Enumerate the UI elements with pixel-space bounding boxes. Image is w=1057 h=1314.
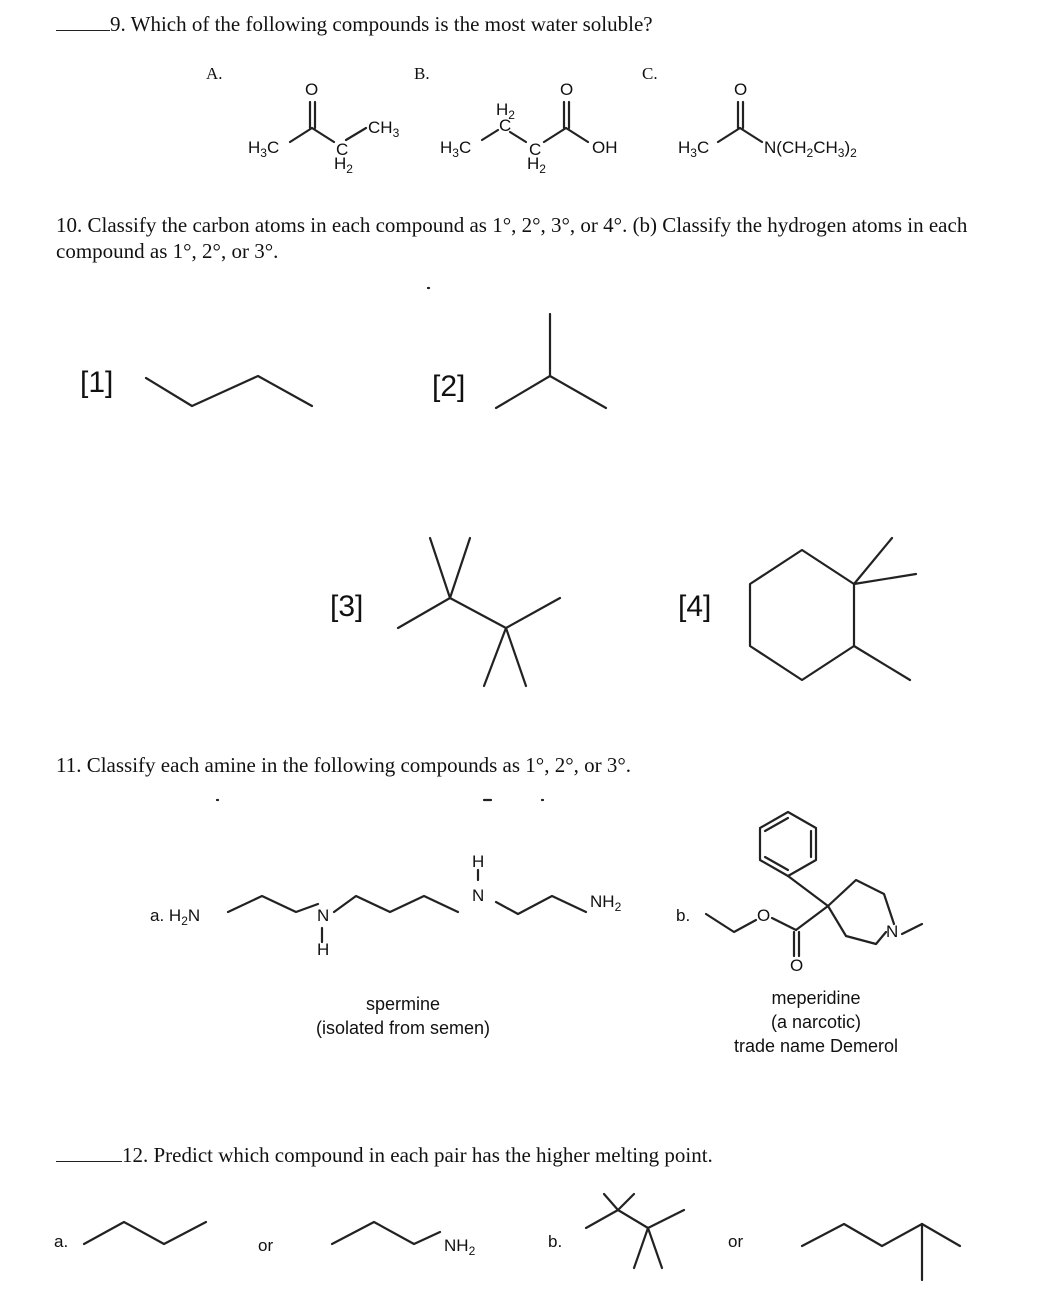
- mol-b-c: C: [529, 140, 542, 159]
- meperidine-caption-trade: trade name Demerol: [733, 1036, 899, 1056]
- mol-c-h3c: $H_3C$: [678, 138, 710, 160]
- mol-b-h2: $H_2$: [527, 154, 546, 176]
- question-9-text: 9. Which of the following compounds is the most water soluble?: [110, 12, 653, 36]
- compound-1-label: [1]: [80, 366, 114, 399]
- option-b-label: B.: [414, 64, 430, 83]
- meperidine-n: N: [886, 922, 899, 941]
- q12-a-label: a.: [54, 1232, 69, 1251]
- spermine-h1: H: [317, 940, 330, 959]
- spermine-caption-note: (isolated from semen): [315, 1018, 491, 1038]
- compound-3-label: [3]: [330, 590, 364, 623]
- compound-2-label: [2]: [432, 370, 466, 403]
- spermine-caption-name: spermine: [365, 994, 441, 1014]
- spermine-a-label: a. $H_2N$: [150, 906, 201, 928]
- q12-or-2: or: [728, 1232, 744, 1251]
- mol-a-h3c: $H_3C$: [248, 138, 280, 160]
- meperidine-caption-class: (a narcotic): [770, 1012, 862, 1032]
- mol-b-oh: OH: [592, 138, 618, 157]
- meperidine-o-ester: O: [757, 906, 771, 925]
- spermine-n1: N: [317, 906, 330, 925]
- mol-a-ch3: $CH_3$: [368, 118, 400, 140]
- option-a-label: A.: [206, 64, 223, 83]
- meperidine-caption-name: meperidine: [771, 988, 861, 1008]
- spermine-n2: N: [472, 886, 485, 905]
- q12-nh2: $NH_2$: [444, 1236, 476, 1258]
- option-c-label: C.: [642, 64, 658, 83]
- question-12-text: 12. Predict which compound in each pair has the higher melting point.: [122, 1143, 713, 1167]
- question-11-text: 11. Classify each amine in the following compounds as 1°, 2°, or 3°.: [56, 753, 631, 777]
- meperidine-b-label: b.: [676, 906, 691, 925]
- mol-b-o: O: [560, 80, 574, 99]
- mol-a-c: C: [336, 140, 349, 159]
- spermine-nh2: $NH_2$: [590, 892, 622, 914]
- mol-b-h2-top: $H_2$: [496, 100, 515, 122]
- question-10-line2: compound as 1°, 2°, or 3°.: [56, 239, 279, 263]
- mol-b-c-top: C: [499, 116, 512, 135]
- q12-or-1: or: [258, 1236, 274, 1255]
- q12-b-label: b.: [548, 1232, 563, 1251]
- mol-c-o: O: [734, 80, 748, 99]
- question-10-line1: 10. Classify the carbon atoms in each compound as 1°, 2°, 3°, or 4°. (b) Classify the hydrogen atoms in each: [56, 213, 968, 237]
- spermine-h2: H: [472, 852, 485, 871]
- mol-a-o: O: [305, 80, 319, 99]
- compound-4-label: [4]: [678, 590, 712, 623]
- mol-b-h3c: $H_3C$: [440, 138, 472, 160]
- meperidine-o-carbonyl: O: [790, 956, 804, 975]
- mol-c-n: $N(CH_2CH_3)_2$: [764, 138, 857, 160]
- mol-a-h2: $H_2$: [334, 154, 353, 176]
